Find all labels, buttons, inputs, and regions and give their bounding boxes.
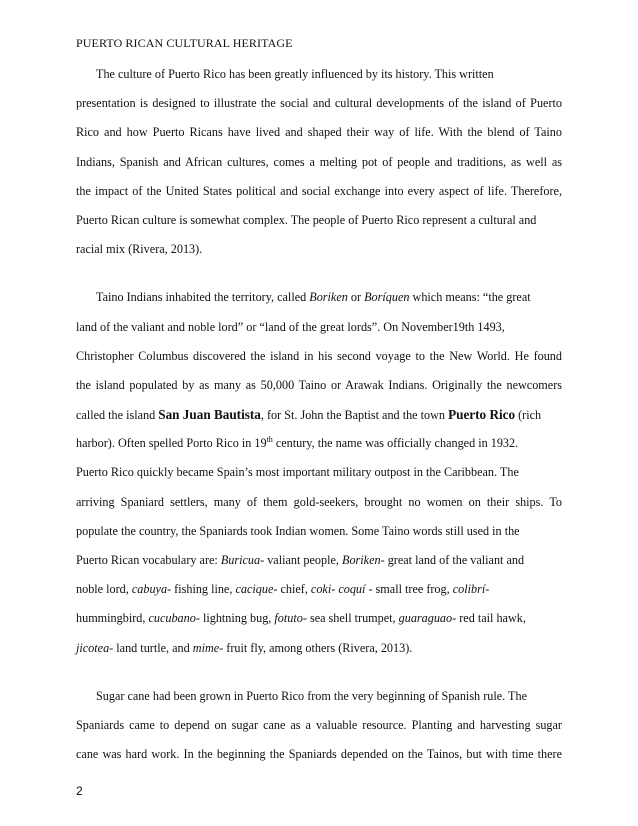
italic-term: Boríquen [364,290,410,305]
text-line: Puerto Rican vocabulary are: Buricua- valiant people, Boriken- great land of the valiant and [76,553,525,567]
text-line: Puerto Rico quickly became Spain’s most important military outpost in the Caribbean. The [76,465,519,480]
italic-term: coki- coquí [310,582,366,597]
italic-term: cabuya [131,582,168,597]
italic-term: Boriken [309,290,348,305]
text-line: the impact of the United States political and social exchange into every aspect of life. Therefore, [76,183,562,198]
text-line: Indians, Spanish and African cultures, comes a melting pot of people and traditions, as well as [76,154,562,169]
text-line: jicotea- land turtle, and mime- fruit fly, among others (Rivera, 2013). [76,640,413,655]
italic-term: mime [192,640,220,655]
text-line: arriving Spaniard settlers, many of them gold-seekers, brought no women on their ships. To [76,494,562,509]
italic-term: cucubano [148,611,196,626]
document-body [76,60,562,769]
text-line: Spaniards came to depend on sugar cane as a valuable resource. Planting and harvesting sugar [76,717,562,732]
running-header: PUERTO RICAN CULTURAL HERITAGE [76,36,293,50]
text-line: Taino Indians inhabited the territory, called Boriken or Boríquen which means: “the great [96,290,531,305]
text-line: Christopher Columbus discovered the island in his second voyage to the New World. He found [76,348,562,363]
text-line: noble lord, cabuya- fishing line, cacique- chief, coki- coquí - small tree frog, colibrí- [76,582,490,597]
italic-term: cacique [235,582,274,597]
text-line: Puerto Rican culture is somewhat complex. The people of Puerto Rico represent a cultural and [76,212,537,227]
italic-term: Buricua [220,553,261,567]
text-line: populate the country, the Spaniards took Indian women. Some Taino words still used in the [76,523,520,538]
text-line: the island populated by as many as 50,000 Taino or Arawak Indians. Originally the newcomers [76,377,562,392]
text-line: hummingbird, cucubano- lightning bug, fotuto- sea shell trumpet, guaraguao- red tail hawk, [76,611,526,626]
paragraph-intro [76,60,562,264]
text-line: cane was hard work. In the beginning the Spaniards depended on the Tainos, but with time there [76,747,562,762]
italic-term: jicotea [76,640,110,655]
italic-term: fotuto [274,611,303,626]
text-line: land of the valiant and noble lord” or “land of the great lords”. On November19th 1493, [76,319,505,334]
text-line: harbor). Often spelled Porto Rico in 19th century, the name was officially changed in 1932. [76,435,519,451]
italic-term: Boriken [342,553,381,567]
text-line: presentation is designed to illustrate the social and cultural developments of the island of Puerto [76,96,562,111]
text-line: Sugar cane had been grown in Puerto Rico from the very beginning of Spanish rule. The [96,688,527,703]
text-line: Rico and how Puerto Ricans have lived and shaped their way of life. With the blend of Taino [76,125,562,140]
paragraph-taino-history [76,283,562,662]
text-line: The culture of Puerto Rico has been greatly influenced by its history. This written [96,67,494,81]
superscript: th [266,435,273,445]
paragraph-sugar-cane [76,682,562,770]
bold-term: Puerto Rico [448,407,516,423]
page-number: 2 [76,784,83,798]
text-line: called the island San Juan Bautista, for St. John the Baptist and the town Puerto Rico (rich [76,407,542,423]
bold-term: San Juan Bautista [158,407,261,423]
italic-term: guaraguao [398,611,453,626]
italic-term: colibrí- [452,582,490,597]
text-line: racial mix (Rivera, 2013). [76,242,203,257]
